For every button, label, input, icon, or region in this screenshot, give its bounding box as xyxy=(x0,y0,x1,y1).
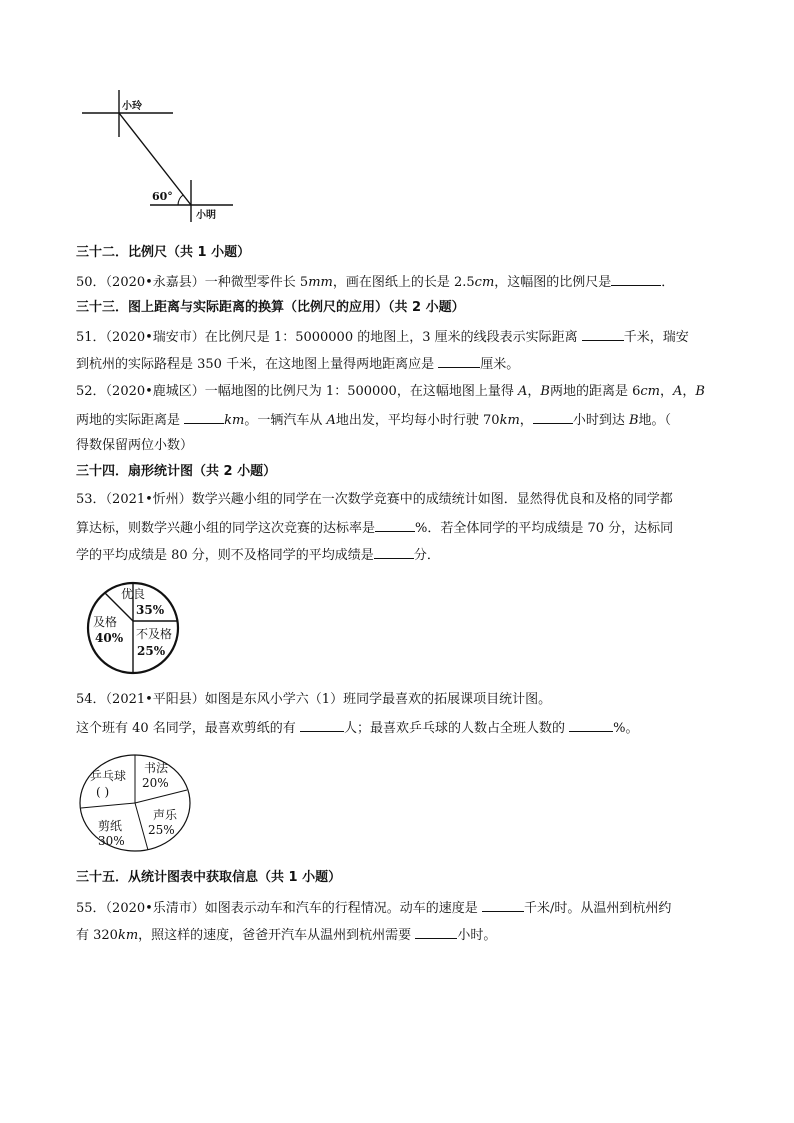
slice-value-vocal: 25% xyxy=(148,823,175,837)
answer-blank[interactable] xyxy=(533,410,573,424)
pie-divider-left xyxy=(81,803,135,808)
pie-divider-bottom xyxy=(135,803,148,850)
direction-diagram xyxy=(70,85,260,225)
question-50: 50．（2020•永嘉县）一种微型零件长 5mm，画在图纸上的长是 2.5cm，这幅图的比例尺是 ． xyxy=(76,272,674,292)
slice-value-fail: 25% xyxy=(137,644,166,658)
slice-value-excellent: 35% xyxy=(136,603,165,617)
slice-label-pingpong: 乒乓球 xyxy=(90,769,127,783)
answer-blank[interactable] xyxy=(438,354,480,368)
question-51-line-1: 51．（2020•瑞安市）在比例尺是 1：5000000 的地图上，3 厘米的线段表示实际距离 千米，瑞安 xyxy=(76,327,689,347)
pie-chart-activities xyxy=(78,752,194,856)
answer-blank[interactable] xyxy=(582,327,624,341)
section-32-heading: 三十二．比例尺（共 1 小题） xyxy=(76,245,251,260)
question-53-line-1: 53．（2021•忻州）数学兴趣小组的同学在一次数学竞赛中的成绩统计如图．显然得优良和及格的同学都 xyxy=(76,492,673,507)
question-54-line-2: 这个班有 40 名同学，最喜欢剪纸的有 人；最喜欢乒乓球的人数占全班人数的 %。 xyxy=(76,718,638,738)
angle-arc xyxy=(178,195,183,205)
answer-blank[interactable] xyxy=(415,925,457,939)
question-54-line-1: 54．（2021•平阳县）如图是东风小学六（1）班同学最喜欢的拓展课项目统计图。 xyxy=(76,692,552,707)
answer-blank[interactable] xyxy=(375,518,415,532)
question-52-line-2: 两地的实际距离是 km。一辆汽车从 A地出发，平均每小时行驶 70km， 小时到达 B地。（ xyxy=(76,410,671,430)
question-53-line-3: 学的平均成绩是 80 分，则不及格同学的平均成绩是 分． xyxy=(76,545,440,565)
question-55-line-1: 55．（2020•乐清市）如图表示动车和汽车的行程情况。动车的速度是 千米/时。从温州到杭州约 xyxy=(76,898,671,918)
slice-value-papercut: 30% xyxy=(98,834,125,848)
slice-value-pass: 40% xyxy=(95,631,124,645)
label-xiaoling: 小玲 xyxy=(122,101,142,112)
answer-blank[interactable] xyxy=(374,545,414,559)
section-33-heading: 三十三．图上距离与实际距离的换算（比例尺的应用）（共 2 小题） xyxy=(76,300,465,315)
answer-blank[interactable] xyxy=(569,718,613,732)
slice-label-calligraphy: 书法 xyxy=(144,761,169,775)
slice-label-pass: 及格 xyxy=(93,615,118,629)
question-53-line-2: 算达标，则数学兴趣小组的同学这次竞赛的达标率是 %．若全体同学的平均成绩是 70 分，达标同 xyxy=(76,518,673,538)
pie-chart-grades xyxy=(85,580,185,680)
section-35-heading: 三十五．从统计图表中获取信息（共 1 小题） xyxy=(76,870,342,885)
slice-label-papercut: 剪纸 xyxy=(98,819,123,833)
slice-value-pingpong: ( ) xyxy=(96,785,110,799)
slice-label-excellent: 优良 xyxy=(121,587,146,601)
label-xiaoming: 小明 xyxy=(196,210,216,221)
answer-blank[interactable] xyxy=(611,272,661,286)
question-51-line-2: 到杭州的实际路程是 350 千米，在这地图上量得两地距离应是 厘米。 xyxy=(76,354,519,374)
question-52-line-1: 52．（2020•鹿城区）一幅地图的比例尺为 1：500000，在这幅地图上量得 A，B两地的距离是 6cm，A，B xyxy=(76,384,705,399)
question-52-line-3: 得数保留两位小数） xyxy=(76,438,194,453)
answer-blank[interactable] xyxy=(184,410,224,424)
section-34-heading: 三十四．扇形统计图（共 2 小题） xyxy=(76,464,277,479)
question-55-line-2: 有 320km，照这样的速度，爸爸开汽车从温州到杭州需要 小时。 xyxy=(76,925,496,945)
slice-label-vocal: 声乐 xyxy=(153,808,178,822)
slice-label-fail: 不及格 xyxy=(136,627,173,641)
slice-value-calligraphy: 20% xyxy=(142,776,169,790)
angle-label: 60° xyxy=(152,190,173,203)
pie-divider-right xyxy=(135,790,187,803)
answer-blank[interactable] xyxy=(482,898,524,912)
answer-blank[interactable] xyxy=(300,718,344,732)
